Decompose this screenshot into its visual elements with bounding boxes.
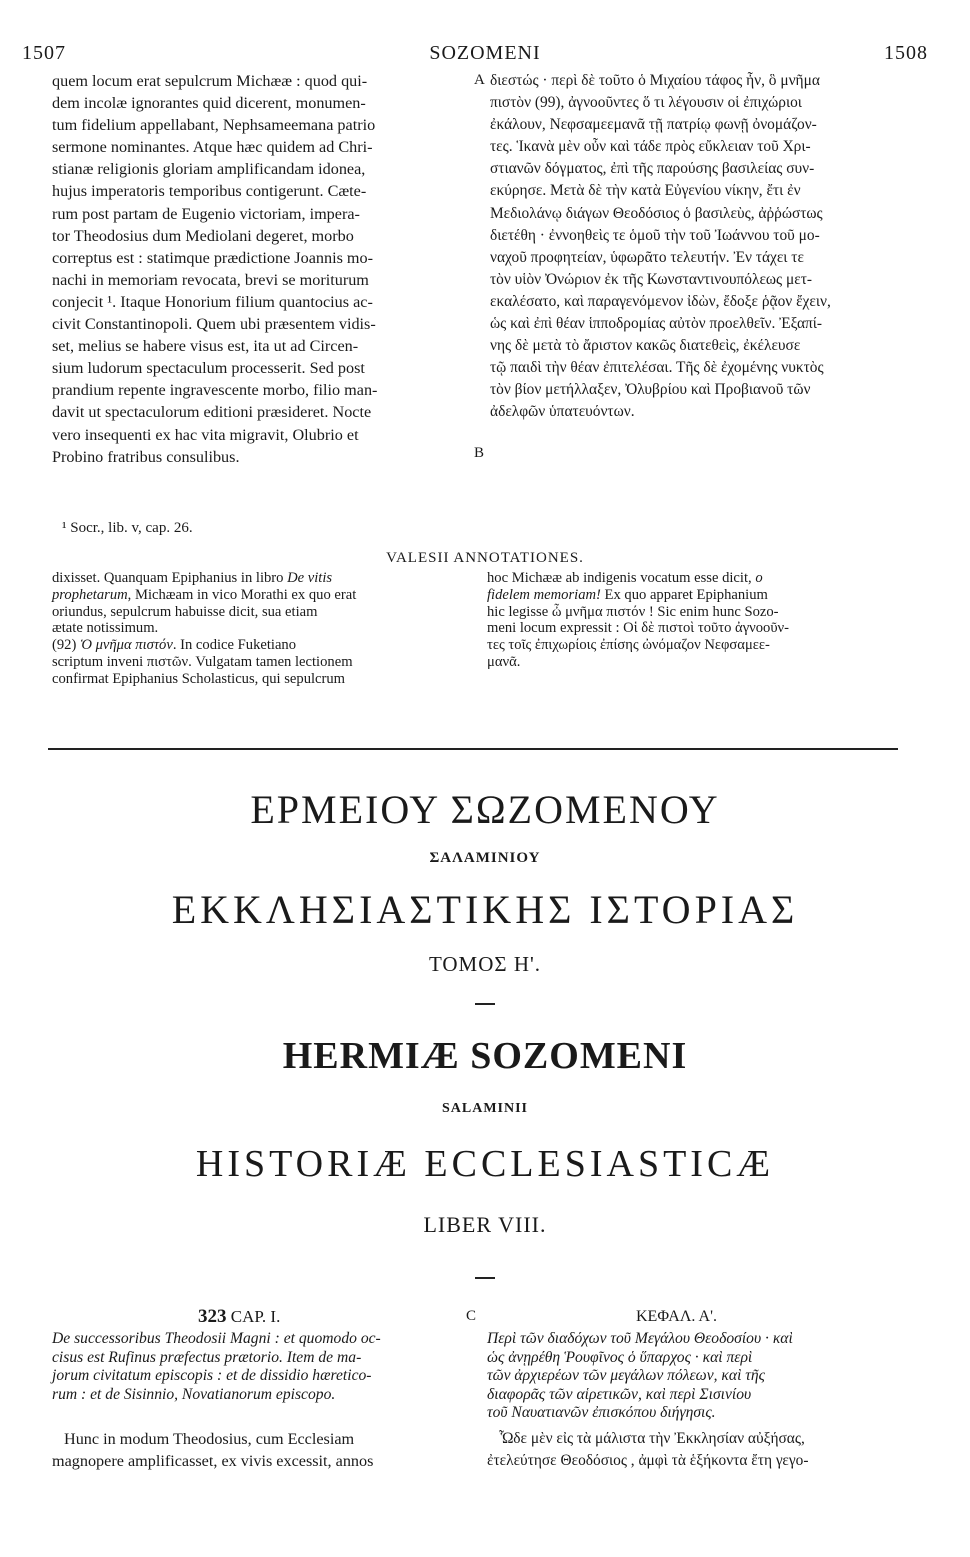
latin-chapter-text xyxy=(52,1428,462,1472)
annotation-text: scriptum inveni πιστῶν. Vulgatam tamen lectionem xyxy=(52,653,353,670)
text-line: set, melius se habere visus est, ita ut ad Circen- xyxy=(52,337,359,356)
text-line: tum fidelium appellabant, Nephsameemana patrio xyxy=(52,116,376,135)
annotation-italic: o xyxy=(755,570,763,586)
text-line: magnopere amplificasset, ex vivis excessit, annos xyxy=(52,1452,374,1471)
annotation-text: Ex quo apparet Epiphanium xyxy=(600,586,768,603)
text-line: dem incolæ ignorantes quid dicerent, monumen- xyxy=(52,94,366,113)
summary-line: ὡς ἀνῃρέθη Ῥουφῖνος ὁ ὕπαρχος · καὶ περὶ xyxy=(487,1348,753,1366)
summary-line: τῶν ἀρχιερέων τῶν μεγάλων πόλεων, καὶ τῆς xyxy=(487,1367,765,1384)
left-page-number: 1507 xyxy=(22,42,66,64)
title-dash xyxy=(475,1277,495,1279)
annotation-text: . In codice Fuketiano xyxy=(172,637,297,654)
text-line: prandium repente ingravescente morbo, filio man- xyxy=(52,381,378,400)
text-line: sermone nominantes. Atque hæc quidem ad Chri- xyxy=(52,138,373,157)
annotation-italic: fidelem memoriam! xyxy=(487,586,601,603)
summary-line: cisus est Rufinus præfectus prætorio. Item de ma- xyxy=(52,1348,362,1366)
annotation-italic: De vitis xyxy=(287,570,333,586)
latin-work-title: HISTORIÆ ECCLESIASTICÆ xyxy=(195,1143,775,1185)
text-line: Hunc in modum Theodosius, cum Ecclesiam xyxy=(64,1430,355,1448)
annotation-text: confirmat Epiphanius Scholasticus, qui sepulcrum xyxy=(52,670,346,687)
text-line: davit ut spectaculorum editioni præsideret. Nocte xyxy=(52,403,372,422)
annotation-text: ætate notissimum. xyxy=(52,620,159,637)
greek-volume: ΤΟΜΟΣ Η'. xyxy=(428,952,542,976)
summary-line: Περὶ τῶν διαδόχων τοῦ Μεγάλου Θεοδοσίου · καὶ xyxy=(487,1330,793,1347)
text-line: tor Theodosius dum Mediolani degeret, morbo xyxy=(52,226,354,245)
margin-marker-a: A xyxy=(474,72,485,88)
margin-marker-b: B xyxy=(474,445,485,461)
annotation-text: (92) xyxy=(52,637,80,654)
greek-chapter-summary xyxy=(487,1330,903,1423)
latin-chapter-summary xyxy=(52,1330,462,1404)
text-line: πιστὸν (99), ἀγνοοῦντες ὅ τι λέγουσιν οἱ ἐπιχώριοι xyxy=(490,94,802,112)
annotation-text: hic legisse ὦ μνῆμα πιστόν ! Sic enim hunc Sozo- xyxy=(487,603,779,620)
text-line: τὸν βίον μετήλλαξεν, Ὀλυβρίου καὶ Προβιανοῦ τῶν xyxy=(490,381,811,399)
text-line: διετέθη · ἐννοηθεὶς τε ὁμοῦ τὴν τοῦ Ἰωάννου τοῦ μο- xyxy=(490,226,820,244)
annotation-italic: Ὁ μνῆμα πιστόν xyxy=(79,637,173,654)
text-line: sium ludorum spectaculum processerit. Sed post xyxy=(52,359,365,378)
summary-line: rum : et de Sisinnio, Novatianorum episcopo. xyxy=(52,1385,336,1403)
text-line: Ὧδε μὲν εἰς τὰ μάλιστα τὴν Ἐκκλησίαν αὐξήσας, xyxy=(499,1430,805,1447)
text-line: ὡς καὶ ἐπὶ θέαν ἱπποδρομίας αὐτὸν προελθεῖν. Ἐξαπί- xyxy=(490,315,823,333)
text-line: ἐκάλουν, Νεφσαμεεμανᾶ τῇ πατρίῳ φωνῇ ὀνομάζον- xyxy=(490,116,817,134)
annotations-title: VALESII ANNOTATIONES. xyxy=(386,550,584,566)
annotation-italic: prophetarum xyxy=(52,586,128,603)
text-line: εκύρησε. Μετὰ δὲ τὴν κατὰ Εὐγενίου νίκην, ἔτι ἐν xyxy=(490,182,801,200)
latin-column-top xyxy=(52,70,470,468)
latin-origin: SALAMINII xyxy=(441,1101,528,1116)
text-line: quem locum erat sepulcrum Michææ : quod qui- xyxy=(52,72,368,90)
page-reference: 323 xyxy=(198,1306,227,1327)
text-line: νης δὲ μετὰ τὸ ἄριστον κακῶς διατεθεὶς, ἐκέλευσε xyxy=(490,337,801,355)
text-line: ἀδελφῶν ὑπατευόντων. xyxy=(490,403,635,421)
greek-author-title: ΕΡΜΕΙΟΥ ΣΩΖΟΜΕΝΟΥ xyxy=(250,787,720,832)
text-line: Μεδιολάνῳ διάγων Θεοδόσιος ὁ βασιλεὺς, ἀῤῥώστως xyxy=(490,204,823,222)
text-line: εκαλέσατο, καὶ παραγενόμενον ἰδὼν, ἔδοξε ῥᾷον ἔχειν, xyxy=(490,292,831,310)
text-line: rum post partam de Eugenio victoriam, impera- xyxy=(52,204,360,223)
greek-chapter-text xyxy=(487,1428,903,1472)
greek-column-top xyxy=(490,70,900,424)
text-line: nachi in memoriam revocata, brevi se moriturum xyxy=(52,270,369,289)
title-dash xyxy=(475,1003,495,1005)
annotations-right-column xyxy=(487,570,903,671)
text-line: hujus imperatoris temporibus contigerunt. Cæte- xyxy=(52,182,367,201)
chapter-latin-heading xyxy=(198,1306,280,1328)
latin-book: LIBER VIII. xyxy=(423,1212,547,1237)
text-line: τες. Ἱκανὰ μὲν οὖν καὶ τάδε πρὸς εὔκλειαν τοῦ Χρι- xyxy=(490,138,811,156)
annotation-text: meni locum expressit : Οἱ δὲ πιστοὶ τοῦτο ἀγνοοῦν- xyxy=(487,620,790,637)
annotations-left-column xyxy=(52,570,464,688)
section-divider xyxy=(48,748,898,750)
annotation-text: hoc Michææ ab indigenis vocatum esse dicit, xyxy=(487,570,756,586)
text-line: vero insequenti ex hac vita migravit, Olubrio et xyxy=(52,425,359,444)
running-title: SOZOMENI xyxy=(429,42,541,64)
margin-marker-c: C xyxy=(466,1308,477,1324)
text-line: conjecit ¹. Itaque Honorium filium quantocius ac- xyxy=(52,292,373,311)
annotation-text: μανᾶ. xyxy=(487,653,521,670)
annotation-text: τες τοῖς ἐπιχωρίοις ἐπίσης ὠνόμαζον Νεφσαμεε- xyxy=(487,637,770,654)
latin-author-title: HERMIÆ SOZOMENI xyxy=(282,1035,688,1077)
latin-chapter-label: CAP. I. xyxy=(230,1307,281,1326)
greek-origin: ΣΑΛΑΜΙΝΙΟΥ xyxy=(429,850,541,866)
text-line: stianæ religionis gloriam amplificandam idonea, xyxy=(52,160,366,179)
greek-work-title: ΕΚΚΛΗΣΙΑΣΤΙΚΗΣ ΙΣΤΟΡΙΑΣ xyxy=(171,887,799,932)
summary-line: διαφορᾶς τῶν αἱρετικῶν, καὶ περὶ Σισινίου xyxy=(487,1385,752,1403)
summary-line: jorum civitatum episcopis : et de dissidio hæretico- xyxy=(52,1367,372,1384)
annotation-text: , Michæam in vico Morathi ex quo erat xyxy=(127,586,357,603)
right-page-number: 1508 xyxy=(884,42,928,64)
text-line: τὸν υἱὸν Ὀνώριον ἐκ τῆς Κωνσταντινουπόλεως μετ- xyxy=(490,270,813,288)
annotation-text: oriundus, sepulcrum habuisse dicit, sua etiam xyxy=(52,603,318,620)
text-line: στιανῶν δόγματος, ἐπὶ τῆς παρούσης βασιλείας συν- xyxy=(490,160,815,178)
summary-line: τοῦ Ναυατιανῶν ἐπισκόπου διήγησις. xyxy=(487,1404,716,1421)
text-line: ναχοῦ προφητείαν, ὑφωρᾶτο τελευτήν. Ἐν τάχει τε xyxy=(490,248,804,266)
text-line: Probino fratribus consulibus. xyxy=(52,447,240,466)
text-line: διεστώς · περὶ δὲ τοῦτο ὁ Μιχαίου τάφος ἦν, ὃ μνῆμα xyxy=(490,72,820,89)
summary-line: De successoribus Theodosii Magni : et quomodo oc- xyxy=(52,1330,381,1347)
annotation-text: dixisset. Quanquam Epiphanius in libro xyxy=(52,570,288,586)
footnote: ¹ Socr., lib. v, cap. 26. xyxy=(62,520,193,536)
text-line: ἐτελεύτησε Θεοδόσιος , ἀμφὶ τὰ ἑξήκοντα ἔτη γεγο- xyxy=(487,1452,809,1470)
chapter-greek-heading: ΚΕΦΑΛ. Α'. xyxy=(636,1308,717,1325)
text-line: correptus est : statimque prædictione Joannis mo- xyxy=(52,248,373,267)
text-line: civit Constantinopoli. Quem ubi præsentem vidis- xyxy=(52,315,376,334)
text-line: τῷ παιδὶ τὴν θέαν ἐπιτελέσαι. Τῆς δὲ ἐχομένης νυκτὸς xyxy=(490,359,824,377)
